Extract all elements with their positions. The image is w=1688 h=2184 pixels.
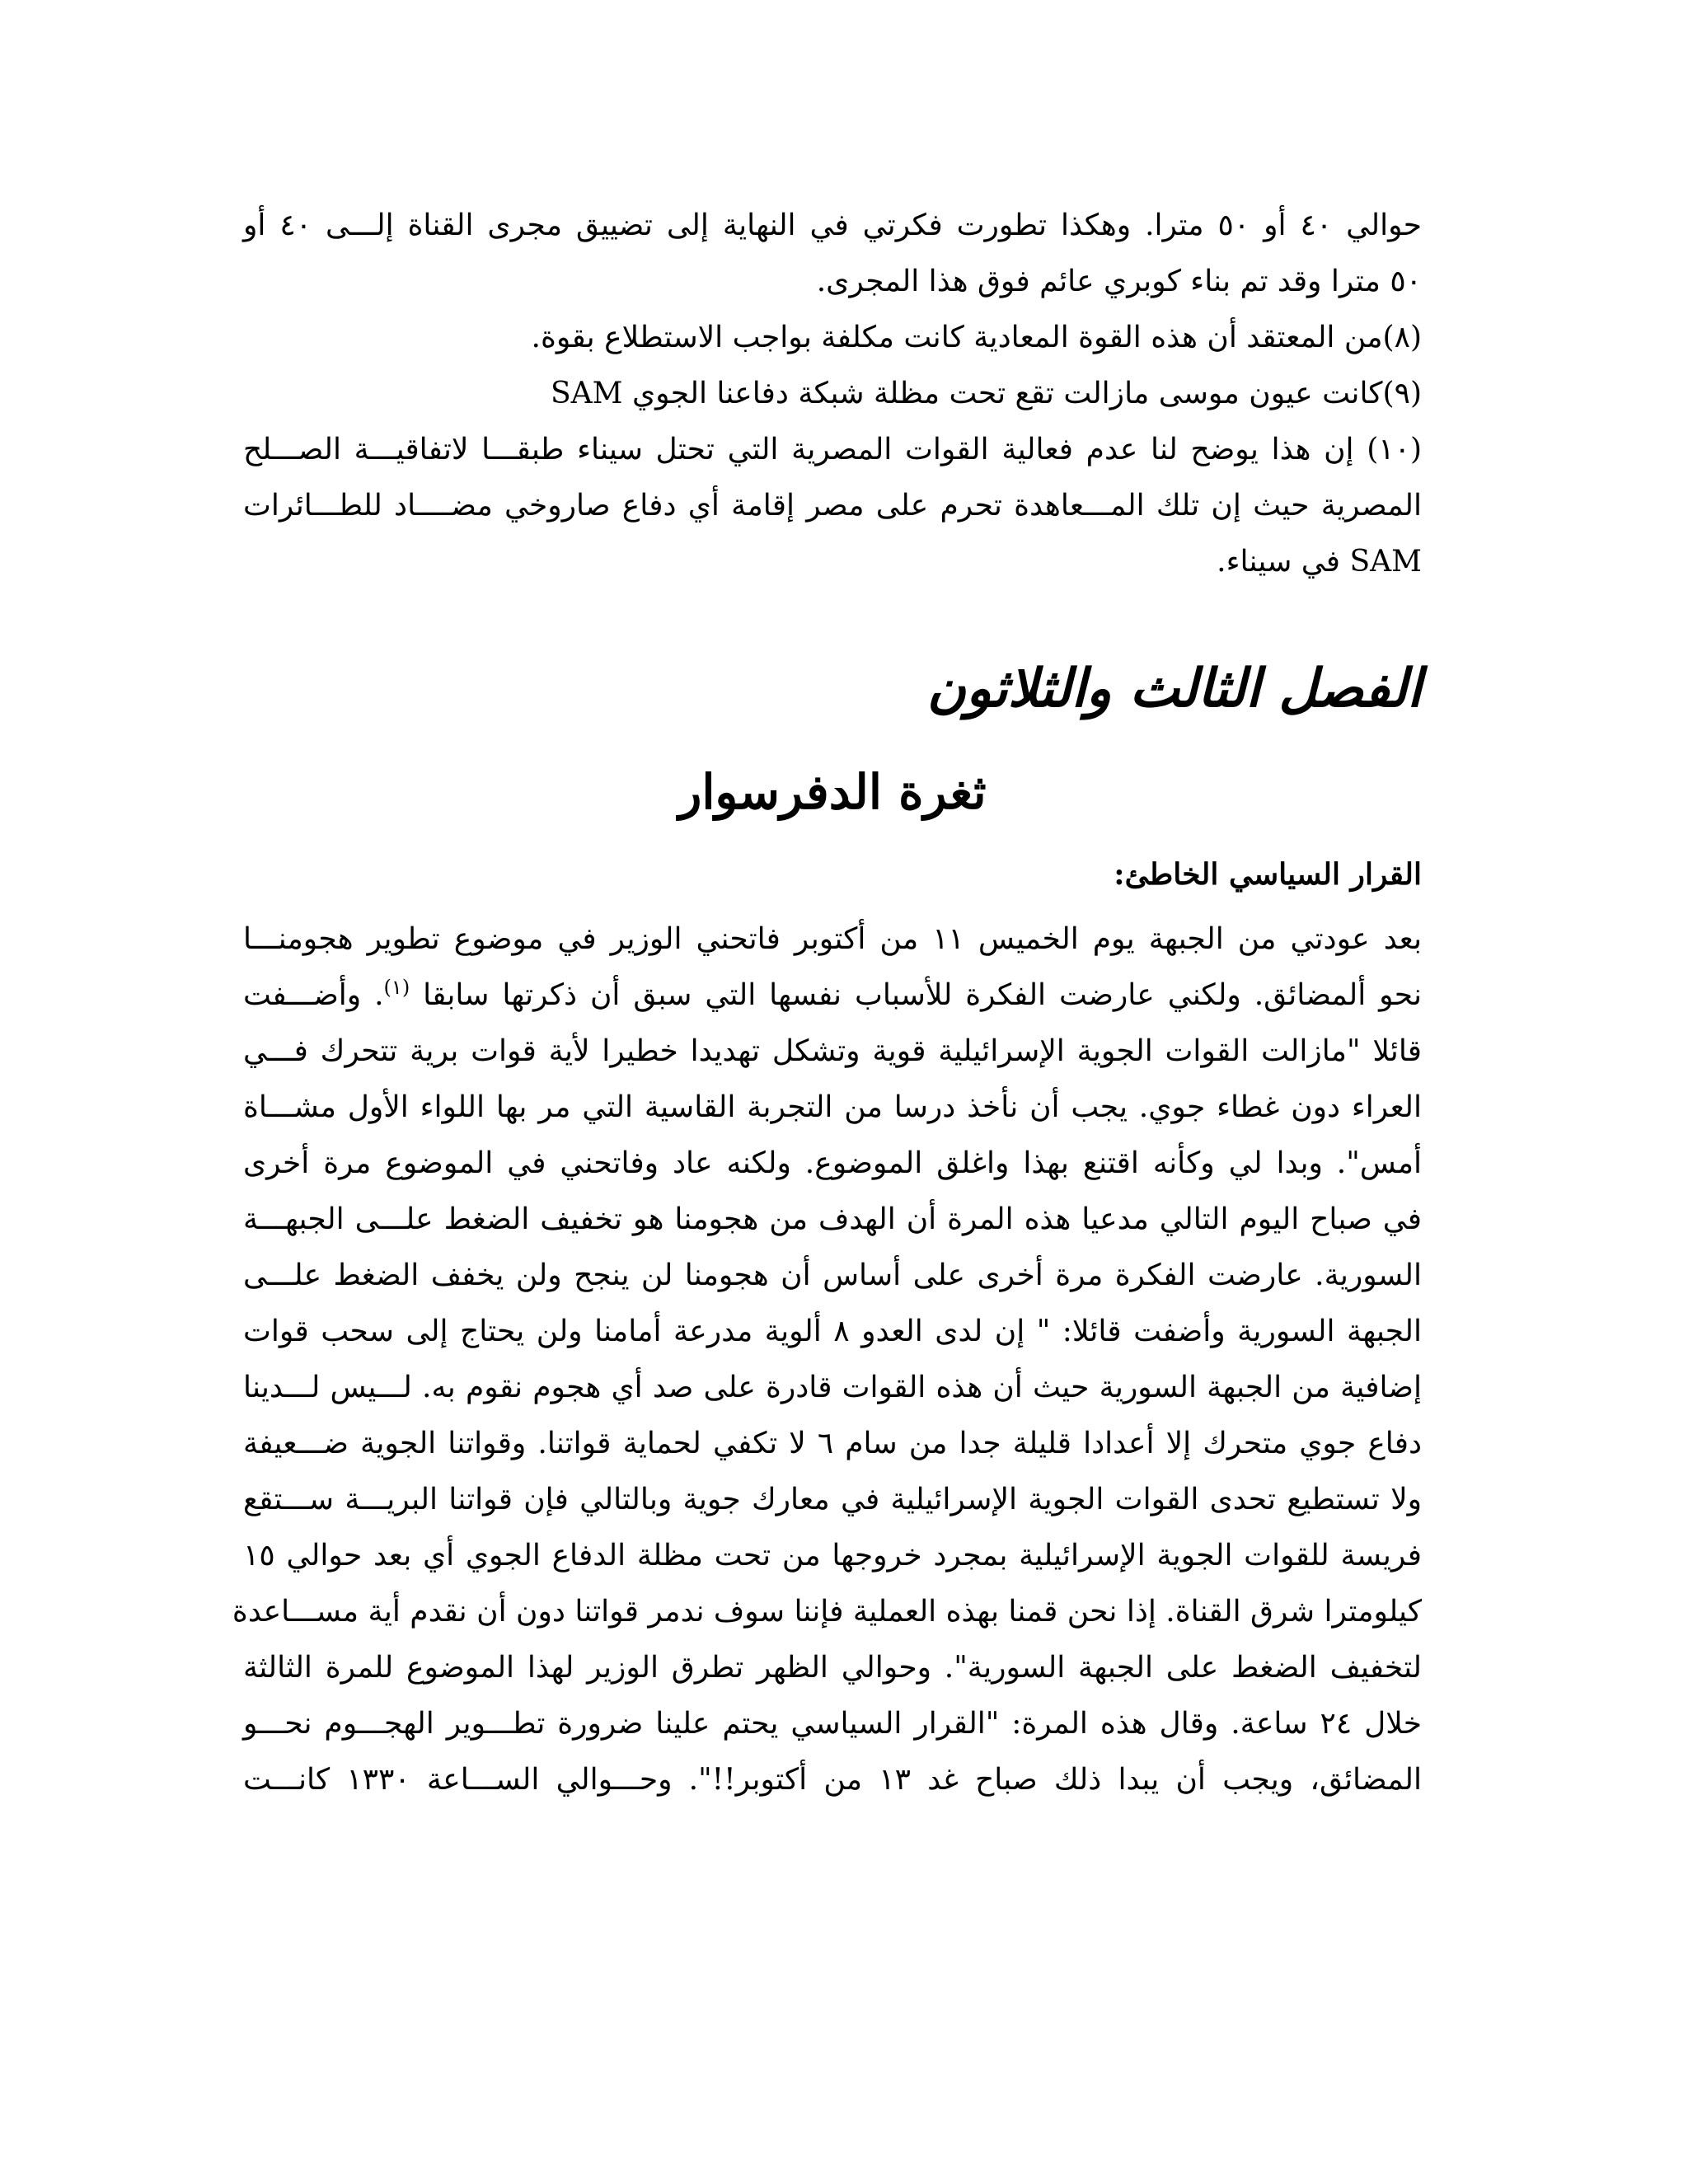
section-title: ثغرة الدفرسوار [678,764,987,820]
body-line: فريسة للقوات الجوية الإسرائيلية بمجرد خروجها من تحت مظلة الدفاع الجوي أي بعد حوالي ١٥ [243,1539,1422,1572]
footnote-8: (٨)من المعتقد أن هذه القوة المعادية كانت مكلفة بواجب الاستطلاع بقوة. [531,321,1422,354]
footnote-ref: (١) [383,976,410,999]
body-line: بعد عودتي من الجبهة يوم الخميس ١١ من أكتوبر فاتحني الوزير في موضوع تطوير هجومنـــا [243,922,1423,956]
document-page [232,198,1423,1808]
body-line [243,968,1422,1024]
footnote-9: (٩)كانت عيون موسى مازالت تقع تحت مظلة شبكة دفاعنا الجوي SAM [550,377,1422,410]
body-line: إضافية من الجبهة السورية حيث أن هذه القوات قادرة على صد أي هجوم نقوم به. لـــيس لـــدينا [243,1371,1422,1404]
body-line: المضائق، ويجب أن يبدا ذلك صباح غد ١٣ من أكتوبر!!". وحـــوالي الســـاعة ١٣٣٠ كانـــت [243,1763,1423,1797]
footnote-line: SAM في سيناء. [1217,545,1422,579]
body-line: ولا تستطيع تحدى القوات الجوية الإسرائيلية في معارك جوية وبالتالي فإن قواتنا البريـــة ســـتقع [243,1483,1422,1516]
body-line: قائلا "مازالت القوات الجوية الإسرائيلية قوية وتشكل تهديدا خطيرا لأية قوات برية تتحرك فـــي [243,1034,1422,1068]
body-line: أمس". وبدا لي وكأنه اقتنع بهذا واغلق الموضوع. ولكنه عاد وفاتحني في الموضوع مرة أخرى [243,1146,1422,1180]
footnote-10: (١٠) إن هذا يوضح لنا عدم فعالية القوات المصرية التي تحتل سيناء طبقـــا لاتفاقيـــة الصـــلح [243,433,1422,466]
chapter-title: الفصل الثالث والثلاثون [926,658,1422,719]
body-line: خلال ٢٤ ساعة. وقال هذه المرة: "القرار السياسي يحتم علينا ضرورة تطـــوير الهجـــوم نحـــو [243,1707,1422,1741]
subheading: القرار السياسي الخاطئ: [1114,857,1422,892]
footnote-line: المصرية حيث إن تلك المـــعاهدة تحرم على مصر إقامة أي دفاع صاروخي مضــــاد للطـــائرات [243,489,1422,523]
body-line: لتخفيف الضغط على الجبهة السورية". وحوالي الظهر تطرق الوزير لهذا الموضوع للمرة الثالثة [243,1651,1422,1685]
body-line: دفاع جوي متحرك إلا أعدادا قليلة جدا من سام ٦ لا تكفي لحماية قواتنا. وقواتنا الجوية ضـــعيفة [243,1427,1423,1460]
body-line: في صباح اليوم التالي مدعيا هذه المرة أن الهدف من هجومنا هو تخفيف الضغط علـــى الجبهـــة [243,1202,1422,1236]
body-line-part: نحو ألمضائق. ولكني عارضت الفكرة للأسباب نفسها التي سبق أن ذكرتها سابقا [423,978,1422,1012]
body-line: السورية. عارضت الفكرة مرة أخرى على أساس أن هجومنا لن ينجح ولن يخفف الضغط علـــى [243,1258,1422,1292]
body-line: الجبهة السورية وأضفت قائلا: " إن لدى العدو ٨ ألوية مدرعة أمامنا ولن يحتاج إلى سحب قوات [243,1315,1422,1348]
body-line: كيلومترا شرق القناة. إذا نحن قمنا بهذه العملية فإننا سوف ندمر قواتنا دون أن نقدم أية مســـاعدة [232,1595,1422,1629]
footnote-line: ٥٠ مترا وقد تم بناء كوبري عائم فوق هذا المجرى. [816,265,1422,298]
body-text [232,912,1423,1808]
footnote-line: حوالي ٤٠ أو ٥٠ مترا. وهكذا تطورت فكرتي في النهاية إلى تضييق مجرى القناة إلـــى ٤٠ أو [243,209,1422,242]
body-line: العراء دون غطاء جوي. يجب أن نأخذ درسا من التجربة القاسية التي مر بها اللواء الأول مشـــاة [243,1090,1422,1124]
body-line-part: . وأضـــفت [243,978,384,1012]
footnotes-block [243,198,1422,590]
